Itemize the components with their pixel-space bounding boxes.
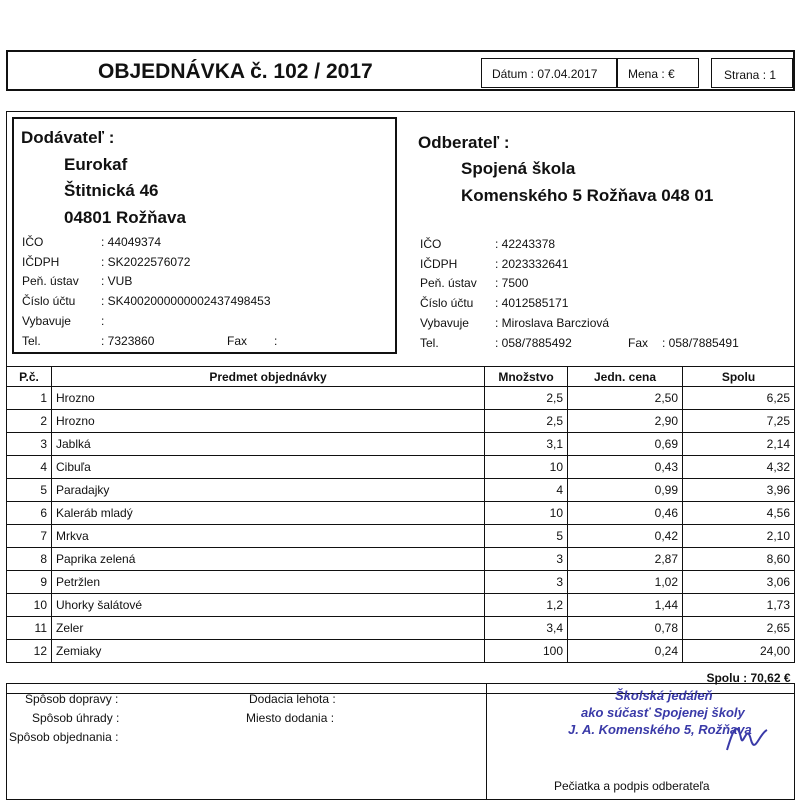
supplier-bank-value: : VUB (101, 274, 133, 288)
row-number: 8 (7, 548, 52, 571)
line-total: 1,73 (683, 594, 795, 617)
table-row (7, 640, 795, 663)
unit-price: 0,24 (568, 640, 683, 663)
quantity: 2,5 (485, 387, 568, 410)
supplier-account-label: Číslo účtu (22, 294, 76, 308)
item-name: Jablká (52, 433, 485, 456)
supplier-fax-label: Fax (227, 334, 248, 348)
row-number: 3 (7, 433, 52, 456)
customer-ico-value: : 42243378 (495, 237, 556, 251)
line-total: 24,00 (683, 640, 795, 663)
transport-label: Spôsob dopravy : (25, 692, 119, 706)
item-name: Hrozno (52, 410, 485, 433)
delivery-time-label: Dodacia lehota : (249, 692, 336, 706)
item-name: Zemiaky (52, 640, 485, 663)
unit-price: 0,69 (568, 433, 683, 456)
unit-price: 2,50 (568, 387, 683, 410)
customer-bank-label: Peň. ústav (420, 276, 477, 290)
stamp-line-2: ako súčasť Spojenej školy (581, 705, 745, 720)
quantity: 3 (485, 548, 568, 571)
supplier-ico-value: : 44049374 (101, 235, 162, 249)
line-total: 8,60 (683, 548, 795, 571)
supplier-city: 04801 Rožňava (64, 208, 186, 227)
customer-bank-value: : 7500 (495, 276, 529, 290)
line-total: 7,25 (683, 410, 795, 433)
table-row (7, 456, 795, 479)
supplier-heading: Dodávateľ : (21, 128, 115, 147)
col-header-item: Predmet objednávky (52, 367, 485, 387)
customer-icdph-label: IČDPH (420, 257, 458, 271)
item-name: Uhorky šalátové (52, 594, 485, 617)
item-name: Zeler (52, 617, 485, 640)
unit-price: 0,46 (568, 502, 683, 525)
col-header-unit-price: Jedn. cena (568, 367, 683, 387)
stamp-line-3: J. A. Komenského 5, Rožňava (568, 722, 752, 737)
unit-price: 2,87 (568, 548, 683, 571)
quantity: 3 (485, 571, 568, 594)
order-date: Dátum : 07.04.2017 (492, 67, 598, 81)
line-total: 2,14 (683, 433, 795, 456)
stamp-line-1: Školská jedáleň (615, 688, 713, 703)
item-name: Paradajky (52, 479, 485, 502)
customer-contact-value: : Miroslava Barcziová (495, 316, 610, 330)
supplier-contact-value: : (101, 314, 105, 328)
row-number: 5 (7, 479, 52, 502)
unit-price: 0,99 (568, 479, 683, 502)
line-total: 6,25 (683, 387, 795, 410)
ordering-label: Spôsob objednania : (9, 730, 119, 744)
delivery-place-label: Miesto dodania : (246, 711, 335, 725)
line-total: 3,06 (683, 571, 795, 594)
supplier-icdph-value: : SK2022576072 (101, 255, 191, 269)
unit-price: 1,02 (568, 571, 683, 594)
quantity: 10 (485, 502, 568, 525)
grand-total: Spolu : 70,62 € (7, 663, 795, 694)
row-number: 7 (7, 525, 52, 548)
supplier-tel-value: : 7323860 (101, 334, 155, 348)
item-name: Petržlen (52, 571, 485, 594)
row-number: 4 (7, 456, 52, 479)
supplier-name: Eurokaf (64, 155, 128, 174)
supplier-icdph-label: IČDPH (22, 255, 60, 269)
row-number: 10 (7, 594, 52, 617)
customer-ico-label: IČO (420, 237, 442, 251)
customer-contact-label: Vybavuje (420, 316, 469, 330)
signature-scribble (715, 710, 775, 760)
item-name: Hrozno (52, 387, 485, 410)
line-total: 2,10 (683, 525, 795, 548)
quantity: 4 (485, 479, 568, 502)
quantity: 2,5 (485, 410, 568, 433)
supplier-tel-label: Tel. (22, 334, 41, 348)
supplier-account-value: : SK4002000000002437498453 (101, 294, 271, 308)
quantity: 1,2 (485, 594, 568, 617)
row-number: 9 (7, 571, 52, 594)
customer-name: Spojená škola (461, 159, 576, 178)
col-header-total: Spolu (683, 367, 795, 387)
unit-price: 0,43 (568, 456, 683, 479)
customer-icdph-value: : 2023332641 (495, 257, 569, 271)
line-total: 4,32 (683, 456, 795, 479)
customer-heading: Odberateľ : (418, 133, 510, 152)
row-number: 11 (7, 617, 52, 640)
line-total: 3,96 (683, 479, 795, 502)
row-number: 2 (7, 410, 52, 433)
line-total: 2,65 (683, 617, 795, 640)
col-header-no: P.č. (7, 367, 52, 387)
supplier-contact-label: Vybavuje (22, 314, 71, 328)
supplier-ico-label: IČO (22, 235, 44, 249)
customer-account-label: Číslo účtu (420, 296, 474, 310)
quantity: 5 (485, 525, 568, 548)
table-row (7, 571, 795, 594)
table-row (7, 594, 795, 617)
table-row (7, 387, 795, 410)
table-row (7, 479, 795, 502)
unit-price: 1,44 (568, 594, 683, 617)
row-number: 6 (7, 502, 52, 525)
supplier-fax-value: : (274, 334, 278, 348)
items-table (6, 366, 795, 694)
customer-tel-label: Tel. (420, 336, 439, 350)
quantity: 10 (485, 456, 568, 479)
customer-address: Komenského 5 Rožňava 048 01 (461, 186, 714, 205)
table-row (7, 502, 795, 525)
supplier-bank-label: Peň. ústav (22, 274, 79, 288)
page-number: Strana : 1 (724, 68, 777, 82)
table-row (7, 433, 795, 456)
quantity: 3,1 (485, 433, 568, 456)
table-row (7, 525, 795, 548)
customer-account-value: : 4012585171 (495, 296, 569, 310)
supplier-street: Štitnická 46 (64, 181, 159, 200)
customer-fax-value: : 058/7885491 (662, 336, 739, 350)
payment-label: Spôsob úhrady : (32, 711, 120, 725)
table-row (7, 548, 795, 571)
unit-price: 0,42 (568, 525, 683, 548)
quantity: 100 (485, 640, 568, 663)
table-row (7, 410, 795, 433)
item-name: Kaleráb mladý (52, 502, 485, 525)
customer-tel-value: : 058/7885492 (495, 336, 572, 350)
col-header-qty: Množstvo (485, 367, 568, 387)
table-header-row (7, 367, 795, 387)
item-name: Paprika zelená (52, 548, 485, 571)
signature-label: Pečiatka a podpis odberateľa (554, 779, 710, 793)
row-number: 12 (7, 640, 52, 663)
quantity: 3,4 (485, 617, 568, 640)
line-total: 4,56 (683, 502, 795, 525)
item-name: Cibuľa (52, 456, 485, 479)
unit-price: 2,90 (568, 410, 683, 433)
customer-fax-label: Fax (628, 336, 649, 350)
row-number: 1 (7, 387, 52, 410)
table-row (7, 617, 795, 640)
currency: Mena : € (628, 67, 675, 81)
unit-price: 0,78 (568, 617, 683, 640)
footer-divider (486, 683, 487, 800)
order-title: OBJEDNÁVKA č. 102 / 2017 (98, 60, 373, 83)
item-name: Mrkva (52, 525, 485, 548)
